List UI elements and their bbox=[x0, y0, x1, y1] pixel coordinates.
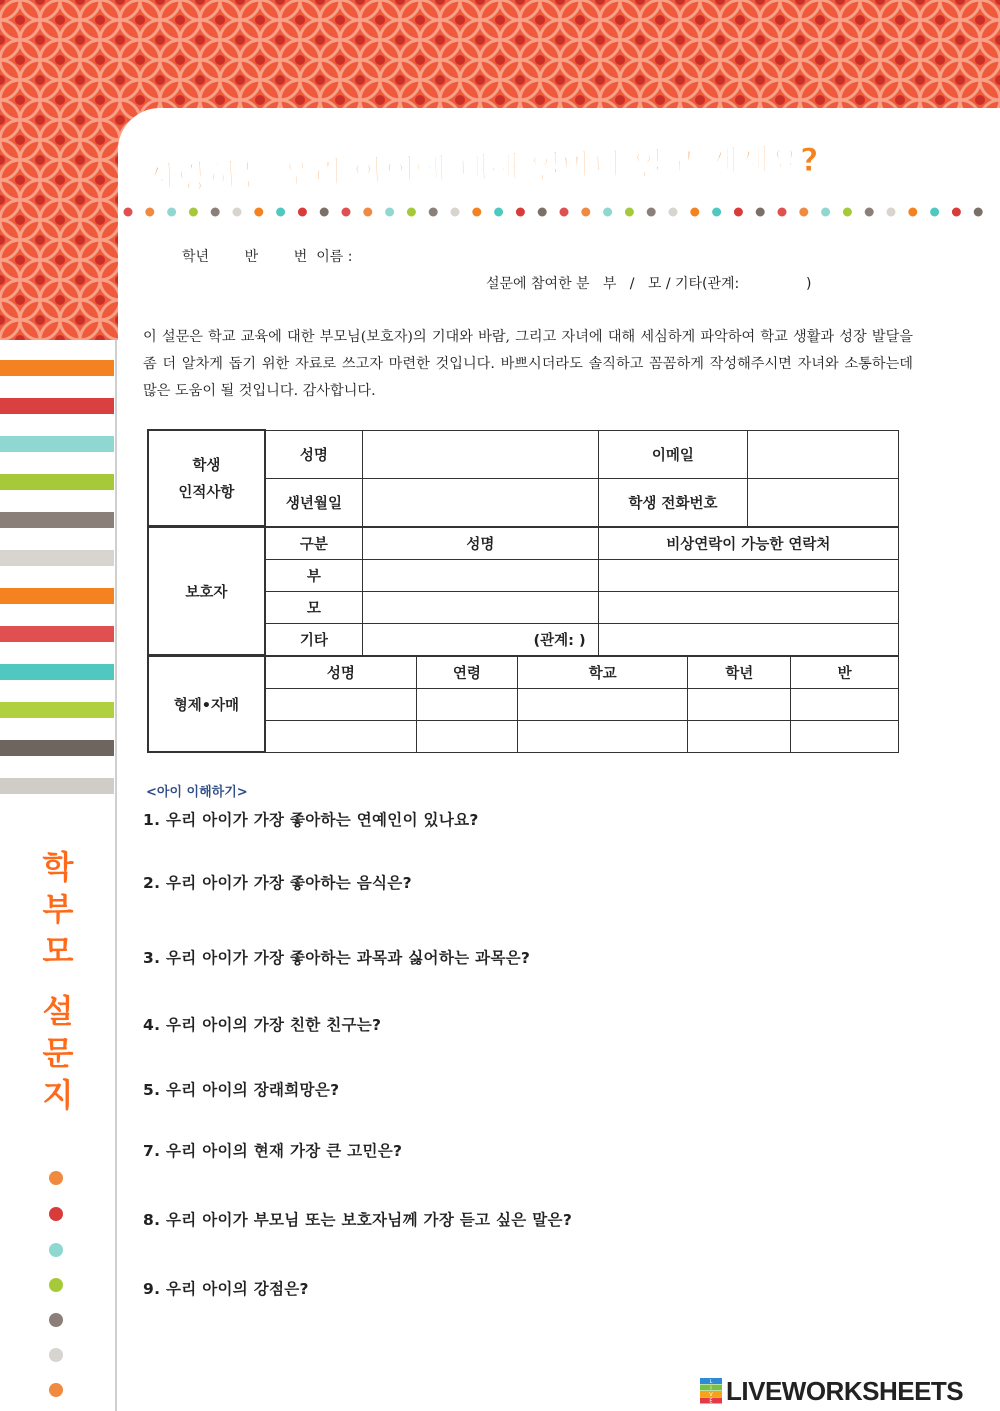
divider-dot bbox=[124, 208, 133, 217]
question-8: 8. 우리 아이가 부모님 또는 보호자님께 가장 듣고 싶은 말은? bbox=[143, 1211, 573, 1229]
sibling-2-age-field[interactable] bbox=[416, 720, 517, 752]
divider-dot bbox=[603, 208, 612, 217]
divider-dot bbox=[887, 208, 896, 217]
siblings-header: 형제•자매 bbox=[148, 656, 265, 752]
email-label: 이메일 bbox=[598, 430, 748, 478]
live-badge-i: I bbox=[710, 1385, 712, 1392]
other-relation-text: (관계: ) bbox=[533, 632, 586, 649]
divider-dot bbox=[342, 208, 351, 217]
question-9: 9. 우리 아이의 강점은? bbox=[143, 1280, 309, 1298]
student-info-line: 학년 반 번 이름 : bbox=[182, 249, 353, 265]
divider-dot bbox=[407, 208, 416, 217]
sibling-1-class-field[interactable] bbox=[791, 688, 899, 720]
sibling-col-class: 반 bbox=[791, 656, 899, 688]
divider-dot bbox=[516, 208, 525, 217]
guardian-col-name: 성명 bbox=[363, 527, 599, 559]
guardian-row-mother: 모 bbox=[265, 591, 363, 623]
other-contact-field[interactable] bbox=[598, 623, 898, 655]
vertical-title-part-1 bbox=[36, 846, 80, 972]
question-1: 1. 우리 아이가 가장 좋아하는 연예인이 있나요? bbox=[143, 811, 479, 829]
dotted-divider bbox=[120, 204, 990, 220]
guardian-table bbox=[147, 526, 899, 656]
divider-dot bbox=[320, 208, 329, 217]
sibling-2-name-field[interactable] bbox=[265, 720, 417, 752]
sibling-col-age: 연령 bbox=[416, 656, 517, 688]
divider-dot bbox=[821, 208, 830, 217]
birth-field[interactable] bbox=[363, 478, 598, 526]
sibling-col-name: 성명 bbox=[265, 656, 417, 688]
guardian-header: 보호자 bbox=[148, 527, 265, 655]
vertical-title-char: 설 bbox=[42, 992, 74, 1030]
divider-dot bbox=[254, 208, 263, 217]
divider-dot bbox=[952, 208, 961, 217]
divider-dot bbox=[799, 208, 808, 217]
divider-dot bbox=[756, 208, 765, 217]
vertical-title-char: 문 bbox=[42, 1034, 74, 1072]
live-badge-l: L bbox=[709, 1379, 713, 1385]
divider-dot bbox=[451, 208, 460, 217]
divider-dot bbox=[647, 208, 656, 217]
divider-dot bbox=[167, 208, 176, 217]
live-badge-icon bbox=[700, 1378, 722, 1404]
divider-dot bbox=[908, 208, 917, 217]
father-contact-field[interactable] bbox=[598, 559, 898, 591]
intro-paragraph: 이 설문은 학교 교육에 대한 부모님(보호자)의 기대와 바람, 그리고 자녀에 대해 세심하게 파악하여 학교 생활과 성장 발달을 좀 더 알차게 돕기 위한 자료로 쓰고자 마련한 것입니다. 바쁘시더라도 솔직하고 꼼꼼하게 작성해주시면 자녀와 소통하는데 많은 도움이 될 것입니다. 감사합니다. bbox=[143, 329, 913, 399]
father-name-field[interactable] bbox=[363, 559, 599, 591]
sibling-col-school: 학교 bbox=[517, 656, 688, 688]
respondent-line: 설문에 참여한 분 부 / 모 / 기타(관계: ) bbox=[486, 276, 812, 292]
question-4: 4. 우리 아이의 가장 친한 친구는? bbox=[143, 1016, 382, 1034]
vertical-title-char: 부 bbox=[42, 890, 74, 928]
name-label: 성명 bbox=[265, 430, 363, 478]
vertical-title bbox=[36, 846, 80, 1116]
divider-dot bbox=[581, 208, 590, 217]
liveworksheets-logo bbox=[700, 1376, 963, 1406]
divider-dot bbox=[625, 208, 634, 217]
divider-dot bbox=[538, 208, 547, 217]
divider-dot bbox=[472, 208, 481, 217]
guardian-col-contact: 비상연락이 가능한 연락처 bbox=[598, 527, 898, 559]
sibling-2-school-field[interactable] bbox=[517, 720, 688, 752]
divider-dot bbox=[494, 208, 503, 217]
divider-dot bbox=[429, 208, 438, 217]
vertical-title-char: 지 bbox=[42, 1076, 74, 1114]
sibling-1-age-field[interactable] bbox=[416, 688, 517, 720]
divider-dot bbox=[930, 208, 939, 217]
mother-name-field[interactable] bbox=[363, 591, 599, 623]
email-field[interactable] bbox=[748, 430, 899, 478]
decorative-sidebar bbox=[0, 0, 118, 1411]
vertical-title-char: 학 bbox=[42, 848, 74, 886]
question-2: 2. 우리 아이가 가장 좋아하는 음식은? bbox=[143, 874, 412, 892]
divider-dot bbox=[189, 208, 198, 217]
question-3: 3. 우리 아이가 가장 좋아하는 과목과 싫어하는 과목은? bbox=[143, 949, 531, 967]
guardian-row-other: 기타 bbox=[265, 623, 363, 655]
logo-text: LIVEWORKSHEETS bbox=[726, 1375, 964, 1406]
guardian-col-type: 구분 bbox=[265, 527, 363, 559]
mother-contact-field[interactable] bbox=[598, 591, 898, 623]
divider-dot bbox=[145, 208, 154, 217]
student-header: 학생 인적사항 bbox=[148, 430, 265, 526]
divider-dot bbox=[276, 208, 285, 217]
live-badge-v: V bbox=[709, 1392, 713, 1398]
divider-dot bbox=[843, 208, 852, 217]
divider-dot bbox=[233, 208, 242, 217]
other-name-field[interactable] bbox=[363, 623, 599, 655]
divider-dot bbox=[363, 208, 372, 217]
divider-dot bbox=[560, 208, 569, 217]
question-7: 7. 우리 아이의 현재 가장 큰 고민은? bbox=[143, 1142, 403, 1160]
divider-dot bbox=[778, 208, 787, 217]
vertical-title-part-2 bbox=[36, 990, 80, 1116]
sibling-1-grade-field[interactable] bbox=[688, 688, 791, 720]
divider-dot bbox=[690, 208, 699, 217]
sibling-2-grade-field[interactable] bbox=[688, 720, 791, 752]
sibling-1-name-field[interactable] bbox=[265, 688, 417, 720]
phone-field[interactable] bbox=[748, 478, 899, 526]
guardian-row-father: 부 bbox=[265, 559, 363, 591]
page-title bbox=[142, 128, 962, 198]
divider-dot bbox=[211, 208, 220, 217]
phone-label: 학생 전화번호 bbox=[598, 478, 748, 526]
student-info-table bbox=[147, 429, 899, 527]
divider-dot bbox=[712, 208, 721, 217]
divider-dot bbox=[298, 208, 307, 217]
svg-text:사랑하는 우리 아이에 대해 얼마나 알고 계세요?: 사랑하는 우리 아이에 대해 얼마나 알고 계세요? bbox=[145, 140, 820, 198]
name-field[interactable] bbox=[363, 430, 598, 478]
divider-dot bbox=[669, 208, 678, 217]
divider-dot bbox=[734, 208, 743, 217]
divider-dot bbox=[385, 208, 394, 217]
question-5: 5. 우리 아이의 장래희망은? bbox=[143, 1081, 340, 1099]
divider-dot bbox=[974, 208, 983, 217]
sibling-1-school-field[interactable] bbox=[517, 688, 688, 720]
divider-dot bbox=[865, 208, 874, 217]
birth-label: 생년월일 bbox=[265, 478, 363, 526]
live-badge-e: E bbox=[709, 1398, 713, 1404]
siblings-table bbox=[147, 655, 899, 753]
sibling-col-grade: 학년 bbox=[688, 656, 791, 688]
vertical-title-char: 모 bbox=[42, 932, 74, 970]
section-label: <아이 이해하기> bbox=[146, 785, 248, 800]
sibling-2-class-field[interactable] bbox=[791, 720, 899, 752]
